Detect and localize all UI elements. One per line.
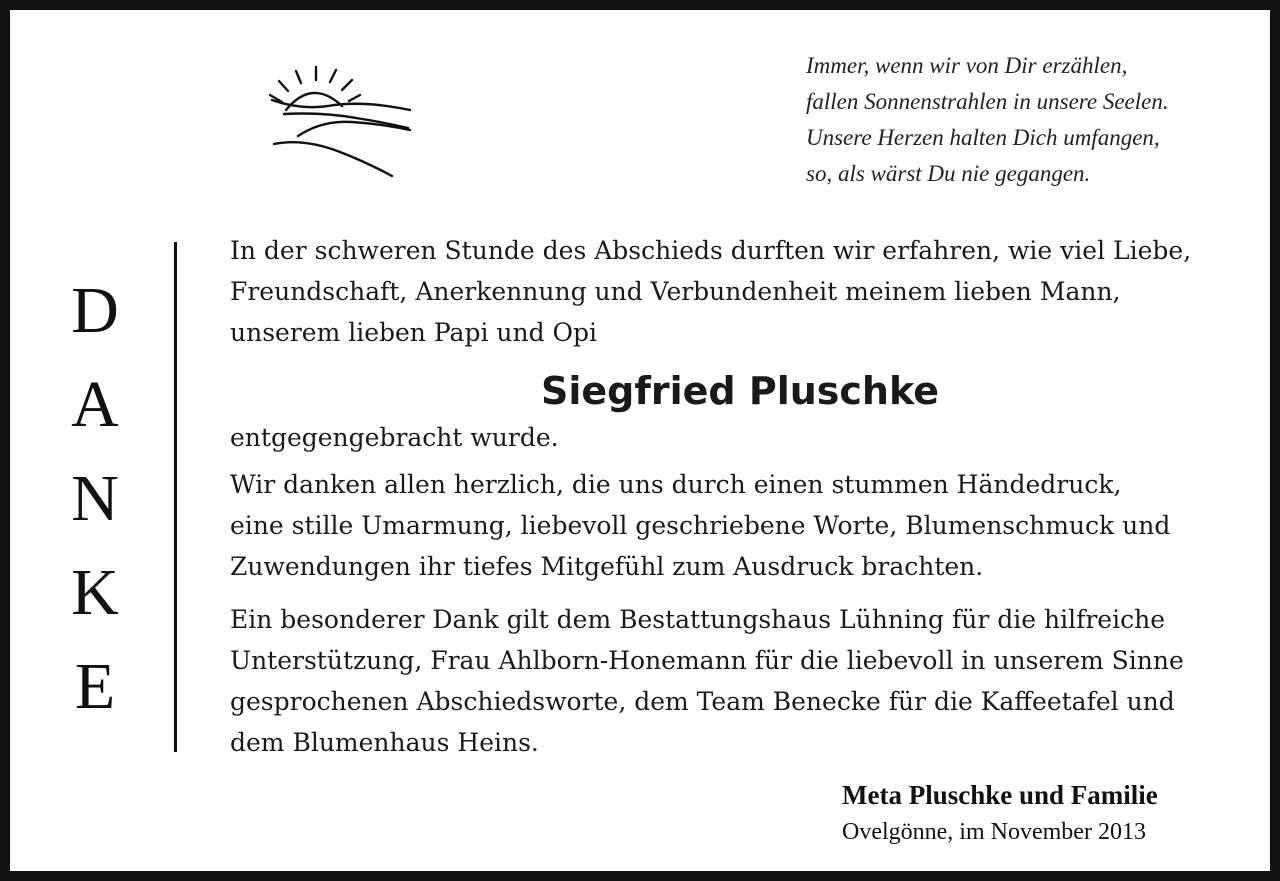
intro-paragraph <box>230 230 1270 353</box>
danke-letter: D <box>71 274 119 347</box>
poem <box>806 48 1266 192</box>
special-thanks-paragraph <box>230 599 1270 763</box>
danke-letter: A <box>71 368 119 441</box>
body-line: In der schweren Stunde des Abschieds durften wir erfahren, wie viel Liebe, <box>230 236 1192 265</box>
signature-block <box>842 776 1262 850</box>
body-line: unserem lieben Papi und Opi <box>230 318 598 347</box>
body-line: eine stille Umarmung, liebevoll geschriebene Worte, Blumenschmuck und <box>230 511 1171 540</box>
sun-over-hills-icon <box>260 60 420 185</box>
body-line: dem Blumenhaus Heins. <box>230 728 539 757</box>
body-line: Unterstützung, Frau Ahlborn-Honemann für die liebevoll in unserem Sinne <box>230 646 1184 675</box>
poem-line: fallen Sonnenstrahlen in unsere Seelen. <box>806 89 1169 114</box>
body-line: Ein besonderer Dank gilt dem Bestattungshaus Lühning für die hilfreiche <box>230 605 1165 634</box>
after-name-line <box>230 417 1270 458</box>
body-line: Wir danken allen herzlich, die uns durch einen stummen Händedruck, <box>230 470 1122 499</box>
body-line: entgegengebracht wurde. <box>230 423 559 452</box>
danke-letter: K <box>71 556 119 629</box>
poem-line: Immer, wenn wir von Dir erzählen, <box>806 53 1128 78</box>
body-line: Zuwendungen ihr tiefes Mitgefühl zum Ausdruck brachten. <box>230 552 984 581</box>
danke-vertical-heading <box>40 264 150 734</box>
notice-body <box>230 230 1270 763</box>
body-line: gesprochenen Abschiedsworte, dem Team Benecke für die Kaffeetafel und <box>230 687 1175 716</box>
deceased-name: Siegfried Pluschke <box>540 369 940 413</box>
signature-name: Meta Pluschke und Familie <box>842 780 1158 810</box>
body-line: Freundschaft, Anerkennung und Verbundenheit meinem lieben Mann, <box>230 277 1121 306</box>
danke-letter: E <box>74 650 116 723</box>
danke-letter: N <box>71 462 119 535</box>
signature-place-date: Ovelgönne, im November 2013 <box>842 819 1146 845</box>
poem-line: so, als wärst Du nie gegangen. <box>806 161 1091 186</box>
poem-line: Unsere Herzen halten Dich umfangen, <box>806 125 1160 150</box>
vertical-divider <box>174 242 177 752</box>
thanks-paragraph <box>230 464 1270 587</box>
